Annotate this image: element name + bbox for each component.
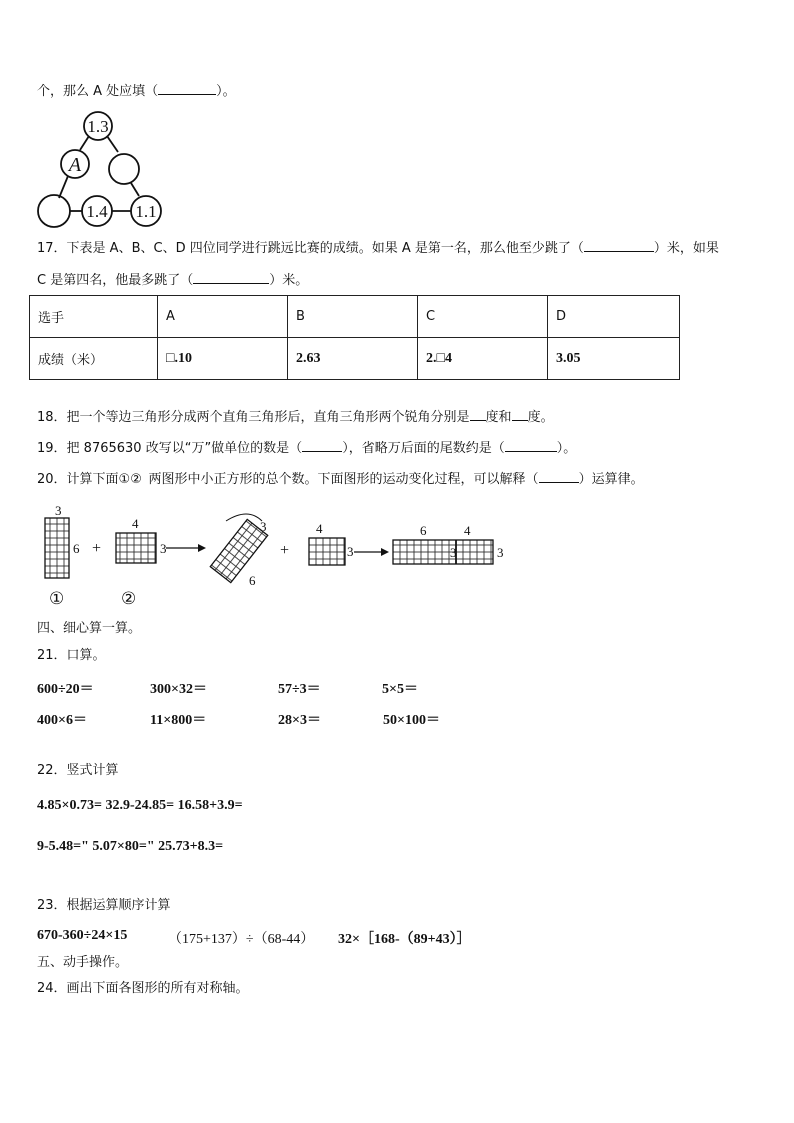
combined-top-label-1: 6 — [420, 523, 427, 538]
q18-blank-2[interactable] — [512, 408, 528, 421]
circled-one: ① — [118, 472, 131, 487]
q20-grid-figure — [36, 503, 506, 609]
jump-score-table — [29, 295, 680, 380]
fig2-top-label: 4 — [132, 516, 139, 531]
q18-line — [37, 408, 554, 427]
arrow-head — [381, 548, 389, 556]
q20-text-b: 两图形中小正方形的总个数。下面图形的运动变化过程，可以解释（ — [148, 472, 539, 487]
table-cell: □.10 — [158, 338, 288, 380]
q19-text-c: ）。 — [556, 441, 577, 456]
grid-figure-2-copy — [309, 538, 345, 565]
q17-line2 — [37, 271, 308, 290]
q16-tail-line — [37, 82, 236, 101]
q23-title: 23．根据运算顺序计算 — [37, 898, 171, 913]
q18-text-c: 度。 — [527, 410, 554, 425]
triangle-edge — [107, 136, 118, 152]
oral-calc-item: 28×3＝ — [278, 713, 321, 728]
combined-mid-label: 3 — [450, 545, 457, 560]
caption-one: ① — [49, 589, 65, 608]
table-cell: C — [418, 296, 548, 338]
q17-text1-end: ）米，如果 — [653, 241, 719, 256]
q19-line — [37, 439, 576, 458]
oral-calc-item: 5×5＝ — [382, 682, 418, 697]
circled-two: ② — [130, 472, 142, 487]
q18-blank-1[interactable] — [470, 408, 486, 421]
table-cell: B — [288, 296, 418, 338]
caption-two: ② — [121, 589, 137, 608]
grid-figure-2 — [116, 533, 156, 563]
triangle-top-value: 1.3 — [87, 117, 109, 136]
q17-text2-end: ）米。 — [269, 273, 309, 288]
q20-text-c: ）运算律。 — [578, 472, 644, 487]
q22-title: 22．竖式计算 — [37, 763, 119, 778]
q16-answer-blank[interactable] — [158, 82, 216, 95]
q20-circled-refs — [119, 471, 149, 489]
grid-figure-1 — [45, 518, 69, 578]
table-cell: D — [548, 296, 680, 338]
table-cell: 成绩（米） — [30, 338, 158, 380]
oral-calc-item: 11×800＝ — [150, 713, 207, 728]
plus-sign-2: + — [280, 542, 290, 559]
fig2-copy-side-label: 3 — [347, 544, 354, 559]
section-4-heading: 四、细心算一算。 — [37, 621, 142, 636]
rotated-side-label: 3 — [260, 519, 267, 534]
q22-line-2: 9-5.48=" 5.07×80=" 25.73+8.3= — [37, 839, 224, 854]
triangle-node-right-mid — [109, 154, 139, 184]
table-cell: A — [158, 296, 288, 338]
combined-grid — [393, 540, 493, 564]
oral-calc-item: 400×6＝ — [37, 713, 87, 728]
q22-line-1: 4.85×0.73= 32.9-24.85= 16.58+3.9= — [37, 798, 243, 813]
q17-text1: 17．下表是 A、B、C、D 四位同学进行跳远比赛的成绩。如果 A 是第一名，那么他至少跳了（ — [37, 241, 584, 256]
rotated-bottom-label: 6 — [249, 573, 256, 588]
triangle-bottom-right-value: 1.1 — [135, 202, 157, 221]
combined-side-label: 3 — [497, 545, 504, 560]
q20-line — [37, 470, 644, 489]
arrow-head — [198, 544, 206, 552]
number-triangle-figure — [34, 110, 166, 228]
fig2-side-label: 3 — [160, 541, 167, 556]
q16-close: ）。 — [216, 84, 236, 99]
q19-blank-2[interactable] — [505, 439, 557, 452]
combined-top-label-2: 4 — [464, 523, 471, 538]
fig1-side-label: 6 — [73, 541, 80, 556]
triangle-edge — [59, 176, 68, 198]
triangle-left-mid-value: A — [68, 154, 82, 176]
table-cell: 2.□4 — [418, 338, 548, 380]
oral-calc-item: 50×100＝ — [383, 713, 440, 728]
oral-calc-item: 57÷3＝ — [278, 682, 321, 697]
q17-answer-blank-2[interactable] — [193, 271, 269, 284]
fig1-top-label: 3 — [55, 503, 62, 518]
q17-line1 — [37, 239, 719, 258]
oral-calc-item: 300×32＝ — [150, 682, 207, 697]
q17-text2: C 是第四名，他最多跳了（ — [37, 273, 194, 288]
q20-blank[interactable] — [539, 470, 579, 483]
order-calc-item: 32×［168-（89+43）］ — [338, 932, 471, 947]
q21-title: 21．口算。 — [37, 648, 106, 663]
rotation-arc — [226, 514, 262, 521]
q19-blank-1[interactable] — [302, 439, 342, 452]
table-header-row — [30, 296, 680, 338]
triangle-edge — [80, 136, 89, 150]
plus-sign: + — [92, 540, 102, 557]
q19-text-b: ），省略万后面的尾数约是（ — [342, 441, 505, 456]
table-cell: 选手 — [30, 296, 158, 338]
q17-answer-blank-1[interactable] — [584, 239, 654, 252]
triangle-node-bottom-left — [38, 195, 70, 227]
q18-text-a: 18．把一个等边三角形分成两个直角三角形后，直角三角形两个锐角分别是 — [37, 410, 470, 425]
table-row — [30, 338, 680, 380]
triangle-edge — [131, 183, 139, 196]
q18-text-b: 度和 — [485, 410, 512, 425]
q19-text-a: 19．把 8765630 改写以“万”做单位的数是（ — [37, 441, 303, 456]
section-5-heading: 五、动手操作。 — [37, 955, 129, 970]
fig2-copy-top-label: 4 — [316, 521, 323, 536]
q24-text: 24．画出下面各图形的所有对称轴。 — [37, 981, 249, 996]
table-cell: 3.05 — [548, 338, 680, 380]
triangle-bottom-mid-value: 1.4 — [86, 202, 108, 221]
order-calc-item: 670-360÷24×15 — [37, 928, 128, 943]
q20-text-a: 20．计算下面 — [37, 472, 119, 487]
oral-calc-item: 600÷20＝ — [37, 682, 94, 697]
table-cell: 2.63 — [288, 338, 418, 380]
q16-text: 个，那么 A 处应填（ — [37, 84, 159, 99]
order-calc-item: （175+137）÷（68-44） — [168, 932, 315, 947]
